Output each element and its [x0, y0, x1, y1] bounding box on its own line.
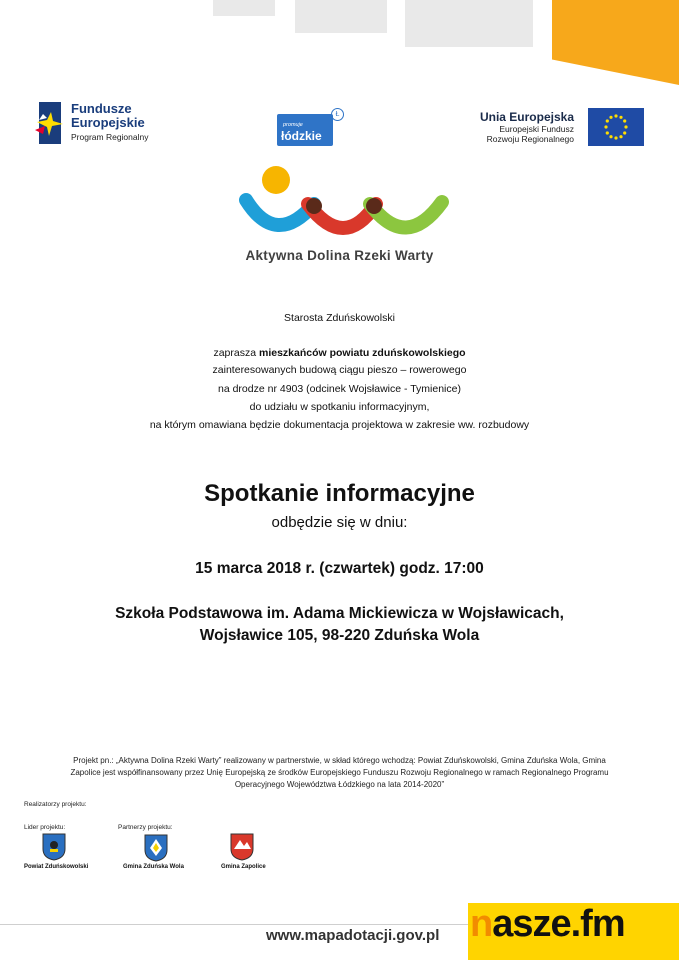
decor-bar	[213, 0, 275, 16]
ue-sub-2: Rozwoju Regionalnego	[486, 134, 574, 144]
decor-bar-orange	[552, 0, 679, 85]
invitation-line-6: na którym omawiana będzie dokumentacja projektowa w zakresie ww. rozbudowy	[149, 419, 530, 431]
event-subtitle: odbędzie się w dniu:	[271, 514, 408, 531]
event-title: Spotkanie informacyjne	[204, 480, 475, 507]
ue-title: Unia Europejska	[479, 110, 574, 124]
nasze-fm-n: n	[470, 903, 493, 945]
lodzkie-box	[277, 114, 333, 146]
partner1-name: Gmina Zduńska Wola	[123, 864, 184, 870]
lodzkie-logo	[277, 108, 345, 146]
eu-flag-icon	[588, 108, 644, 146]
invitation-line-1: Starosta Zduńskowolski	[284, 312, 395, 324]
invitation-line-5: do udziału w spotkaniu informacyjnym,	[249, 401, 430, 413]
powiat-crest-icon	[42, 833, 66, 861]
project-note-line-1: Projekt pn.: „Aktywna Dolina Rzeki Warty” realizowany w partnerstwie, w skład którego wchodzą: Powiat Zduńskowolski, Gmina Zduńska Wola, Gmina	[73, 756, 606, 765]
leader-label: Lider projektu:	[24, 824, 66, 831]
lodzkie-small: promuje	[283, 122, 303, 128]
invitation-line-2-bold: mieszkańców powiatu zduńskowolskiego	[258, 347, 466, 359]
sun-icon	[262, 166, 290, 194]
project-logo-graphic	[236, 160, 452, 240]
gmina-zapolice-crest-icon	[230, 833, 254, 861]
invitation-line-4: na drodze nr 4903 (odcinek Wojsławice - Tymienice)	[218, 383, 461, 395]
fundusze-europejskie-logo	[33, 100, 173, 150]
nasze-fm-logo[interactable]	[470, 903, 625, 946]
fundusze-title-1: Fundusze	[71, 101, 132, 116]
lodzkie-mark-icon: Ł	[331, 108, 344, 121]
partners-label: Partnerzy projektu:	[118, 824, 173, 831]
invitation-line-2-prefix: zaprasza	[213, 347, 259, 359]
event-place-1: Szkoła Podstawowa im. Adama Mickiewicza w Wojsławicach,	[115, 605, 564, 622]
project-note-line-2: Zapolice jest współfinansowany przez Unię Europejską ze środków Europejskiego Funduszu Rozwoju Regionalnego w ramach Regionalnego Programu	[70, 768, 609, 777]
gmina-zdunska-wola-crest-icon	[144, 834, 168, 862]
event-date: 15 marca 2018 r. (czwartek) godz. 17:00	[195, 560, 484, 577]
footer-url-link[interactable]: www.mapadotacji.gov.pl	[266, 927, 440, 944]
dot-dark-right	[366, 198, 382, 214]
project-logo-text: Aktywna Dolina Rzeki Warty	[245, 248, 434, 263]
nasze-fm-rest: asze.fm	[492, 903, 625, 945]
fundusze-subtitle: Program Regionalny	[71, 132, 149, 142]
decor-bar	[405, 0, 533, 47]
realizers-label: Realizatorzy projektu:	[24, 801, 87, 808]
event-place-2: Wojsławice 105, 98-220 Zduńska Wola	[199, 627, 480, 644]
ue-sub-1: Europejski Fundusz	[499, 124, 574, 134]
partner2-name: Gmina Zapolice	[221, 864, 266, 870]
fundusze-star-icon	[33, 100, 67, 146]
invitation-line-3: zainteresowanych budową ciągu pieszo – rowerowego	[212, 364, 467, 376]
ue-text-block	[480, 110, 574, 144]
decor-bar	[295, 0, 387, 33]
lodzkie-big: łódzkie	[281, 129, 322, 143]
fundusze-title-2: Europejskie	[71, 115, 145, 130]
dot-dark-left	[306, 198, 322, 214]
project-note-line-3: Operacyjnego Województwa Łódzkiego na lata 2014-2020”	[234, 780, 445, 789]
leader-name: Powiat Zduńskowolski	[24, 864, 89, 870]
invitation-line-2	[0, 347, 679, 359]
